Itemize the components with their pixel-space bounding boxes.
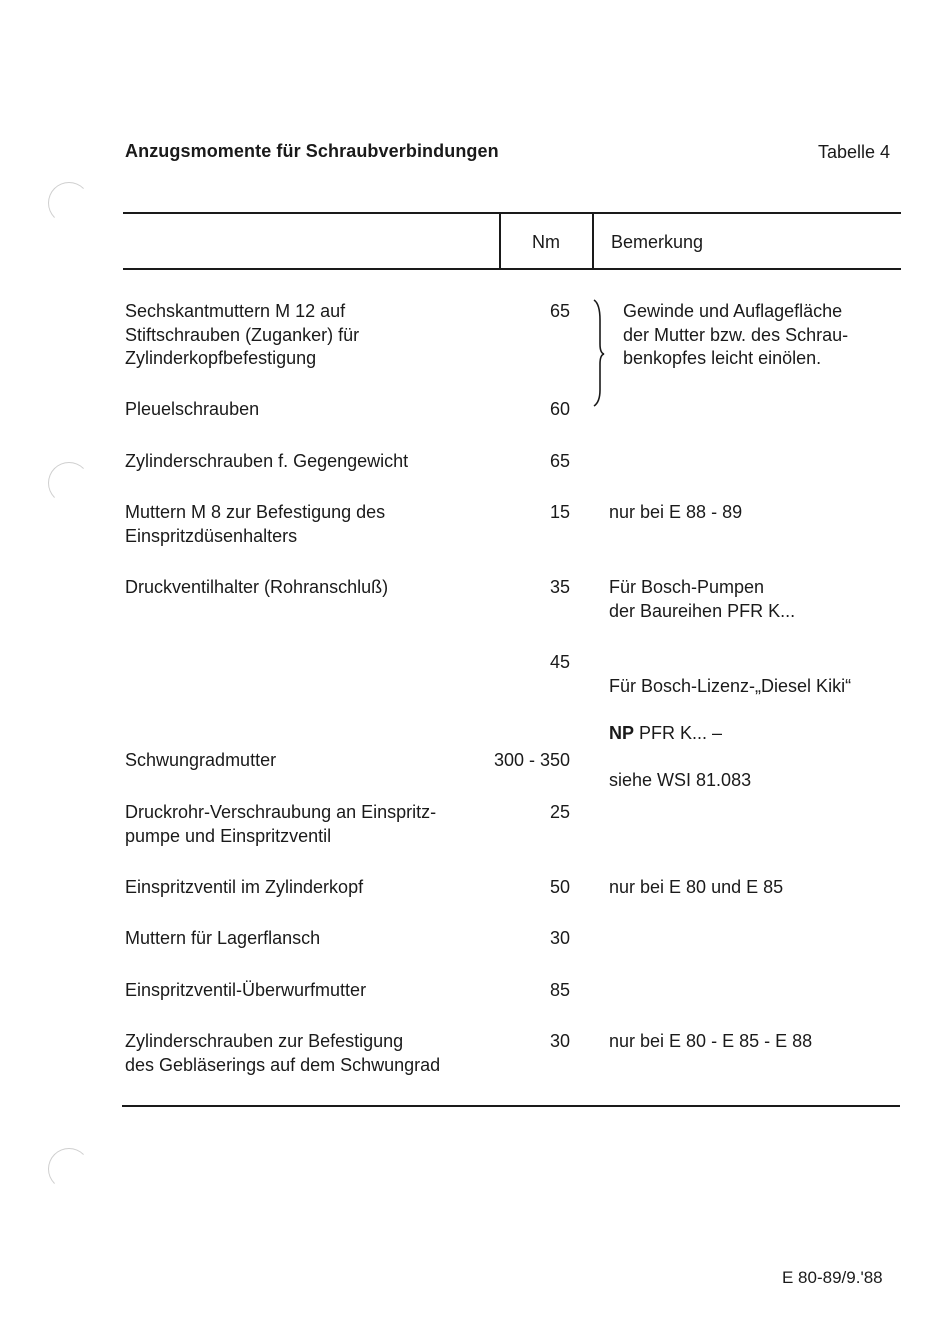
row-torque: 30 (549, 928, 570, 948)
punch-hole-mark (48, 182, 90, 224)
curly-brace-icon (590, 298, 610, 408)
row-description: Schwungradmutter (125, 750, 277, 770)
column-header-bemerkung: Bemerkung (611, 232, 704, 252)
row-torque: 45 (549, 652, 570, 672)
remark-line-text: PFR K... – (634, 722, 723, 743)
row-torque: 300 - 350 (493, 750, 570, 770)
table-label: Tabelle 4 (818, 142, 891, 162)
row-description: Pleuelschrauben (125, 399, 260, 419)
row-description: Muttern M 8 zur Befestigung des Einspritzdüsenhalters (125, 502, 386, 546)
remark-line (609, 722, 909, 746)
row-torque: 60 (549, 399, 570, 419)
row-description: Druckrohr-Verschraubung an Einspritz- pumpe und Einspritzventil (125, 802, 437, 846)
remark-bold-np: NP (609, 722, 635, 743)
column-divider (499, 213, 501, 269)
column-divider (592, 213, 594, 269)
remark-line: Für Bosch-Lizenz-„Diesel Kiki“ (609, 675, 852, 696)
row-torque: 85 (549, 980, 570, 1000)
table-top-rule (123, 212, 901, 214)
brace-note: Gewinde und Auflagefläche der Mutter bzw. des Schrau- benkopfes leicht einölen. (623, 301, 849, 368)
row-torque: 25 (549, 802, 570, 822)
row-remark: nur bei E 80 und E 85 (609, 877, 784, 897)
column-header-nm: Nm (532, 232, 560, 252)
row-torque: 65 (549, 301, 570, 321)
remark-line: siehe WSI 81.083 (609, 769, 752, 790)
row-torque: 30 (549, 1031, 570, 1051)
row-remark: nur bei E 88 - 89 (609, 502, 743, 522)
row-description: Sechskantmuttern M 12 auf Stiftschrauben (Zuganker) für Zylinderkopfbefestigung (125, 301, 360, 368)
row-torque: 15 (549, 502, 570, 522)
table-bottom-rule (122, 1105, 900, 1107)
row-torque: 35 (549, 577, 570, 597)
punch-hole-mark (48, 1148, 90, 1190)
table-header-rule (123, 268, 901, 270)
row-description: Druckventilhalter (Rohranschluß) (125, 577, 389, 597)
row-description: Zylinderschrauben zur Befestigung des Gebläserings auf dem Schwungrad (125, 1031, 441, 1075)
row-torque: 50 (549, 877, 570, 897)
row-remark: nur bei E 80 - E 85 - E 88 (609, 1031, 813, 1051)
row-remark (609, 651, 909, 816)
row-remark: Für Bosch-Pumpen der Baureihen PFR K... (609, 577, 796, 621)
row-description: Einspritzventil im Zylinderkopf (125, 877, 364, 897)
document-code: E 80-89/9.'88 (782, 1268, 883, 1287)
row-description: Einspritzventil-Überwurfmutter (125, 980, 367, 1000)
punch-hole-mark (48, 462, 90, 504)
row-torque: 65 (549, 451, 570, 471)
row-description: Zylinderschrauben f. Gegengewicht (125, 451, 409, 471)
row-description: Muttern für Lagerflansch (125, 928, 321, 948)
page-title: Anzugsmomente für Schraubverbindungen (125, 141, 499, 161)
